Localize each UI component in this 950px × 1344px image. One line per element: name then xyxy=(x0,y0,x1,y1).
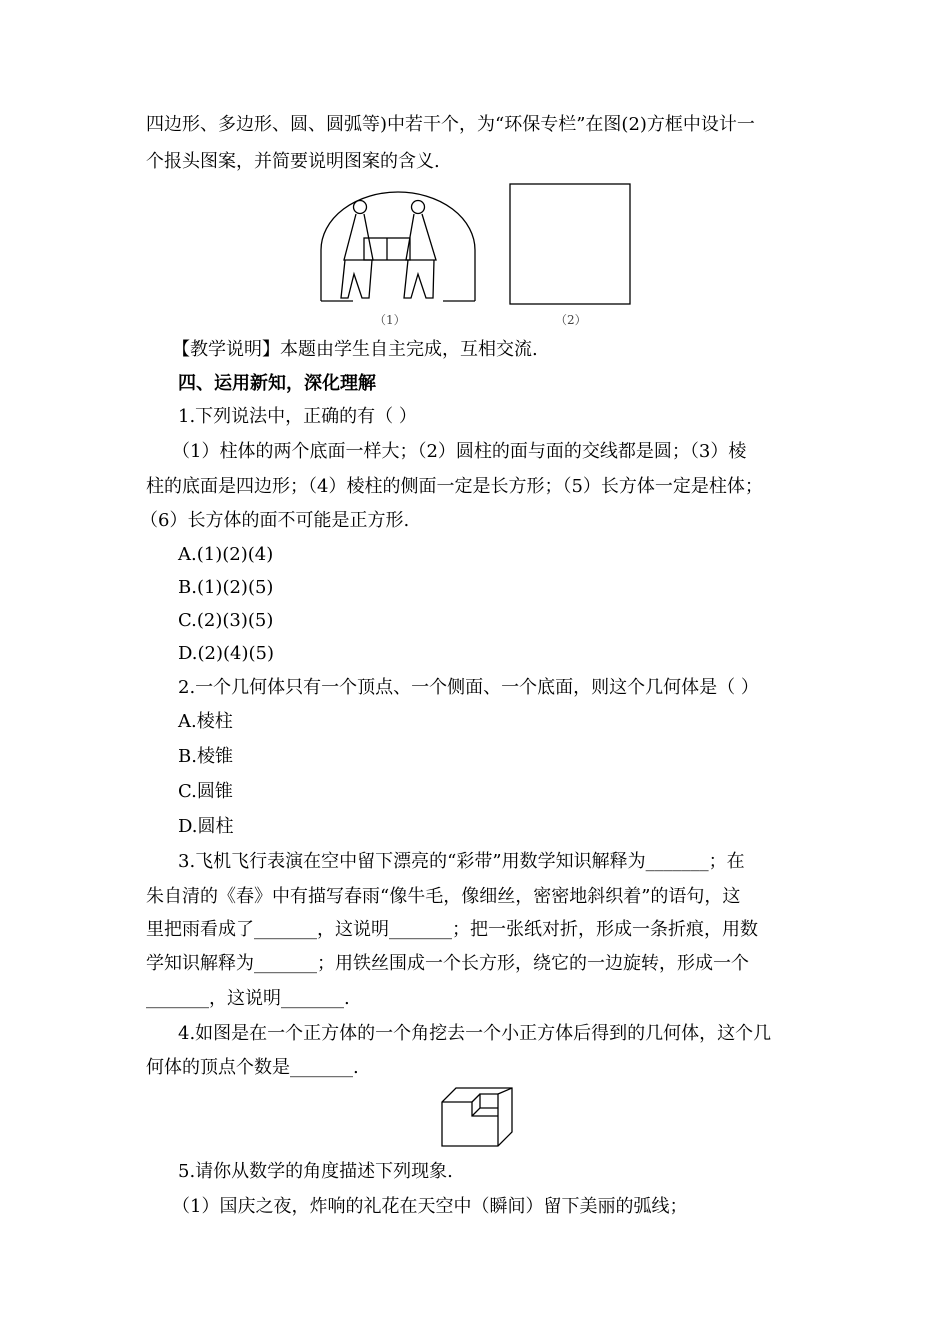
right-person-head xyxy=(412,201,425,214)
q2-option-b: B.棱锥 xyxy=(178,746,233,767)
q1-option-a: A.(1)(2)(4) xyxy=(178,544,274,565)
teaching-note: 【教学说明】本题由学生自主完成，互相交流. xyxy=(172,339,538,360)
figure-empty-design-box xyxy=(508,182,632,306)
q1-line-3: （6）长方体的面不可能是正方形. xyxy=(140,510,410,531)
left-person-head xyxy=(354,201,367,214)
q1-stem: 1.下列说法中，正确的有（ ） xyxy=(178,406,417,427)
q3-line-1: 3.飞机飞行表演在空中留下漂亮的“彩带”用数学知识解释为_______；在 xyxy=(178,851,745,872)
figure-people-carrying-box xyxy=(318,190,478,308)
figure-cube-corner-removed xyxy=(440,1086,514,1150)
q1-option-c: C.(2)(3)(5) xyxy=(178,610,274,631)
q5-item-1: （1）国庆之夜，炸响的礼花在天空中（瞬间）留下美丽的弧线； xyxy=(172,1196,688,1217)
arch-outline xyxy=(321,192,475,301)
q2-option-a: A.棱柱 xyxy=(178,711,233,732)
intro-line-1: 四边形、多边形、圆、圆弧等)中若干个，为“环保专栏”在图(2)方框中设计一 xyxy=(146,114,755,135)
q1-line-2: 柱的底面是四边形；（4）棱柱的侧面一定是长方形；（5）长方体一定是柱体； xyxy=(146,476,763,497)
intro-line-2: 个报头图案，并简要说明图案的含义. xyxy=(146,151,440,172)
section-heading: 四、运用新知，深化理解 xyxy=(178,373,376,394)
notch-top xyxy=(472,1094,480,1102)
q5-stem: 5.请你从数学的角度描述下列现象. xyxy=(178,1161,453,1182)
q2-option-c: C.圆锥 xyxy=(178,781,233,802)
q3-line-2: 朱自清的《春》中有描写春雨“像牛毛，像细丝，密密地斜织着”的语句，这 xyxy=(146,886,741,907)
figure-1-caption: （1） xyxy=(374,313,406,327)
figure-2-caption: （2） xyxy=(555,313,587,327)
notch-outer xyxy=(472,1102,498,1116)
q3-line-5: _______，这说明_______. xyxy=(146,988,350,1009)
q2-option-d: D.圆柱 xyxy=(178,816,234,837)
q2-stem: 2.一个几何体只有一个顶点、一个侧面、一个底面，则这个几何体是（ ） xyxy=(178,677,759,698)
q3-line-3: 里把雨看成了_______，这说明_______；把一张纸对折，形成一条折痕，用数 xyxy=(146,919,758,940)
q3-line-4: 学知识解释为_______；用铁丝围成一个长方形，绕它的一边旋转，形成一个 xyxy=(146,953,749,974)
q1-option-d: D.(2)(4)(5) xyxy=(178,643,275,664)
notch-right xyxy=(498,1088,512,1094)
q1-line-1: （1）柱体的两个底面一样大；（2）圆柱的面与面的交线都是圆；（3）棱 xyxy=(172,441,747,462)
left-person-body xyxy=(344,214,373,260)
q1-option-b: B.(1)(2)(5) xyxy=(178,577,274,598)
q4-line-2: 何体的顶点个数是_______. xyxy=(146,1057,359,1078)
q4-line-1: 4.如图是在一个正方体的一个角挖去一个小正方体后得到的几何体，这个几 xyxy=(178,1023,772,1044)
